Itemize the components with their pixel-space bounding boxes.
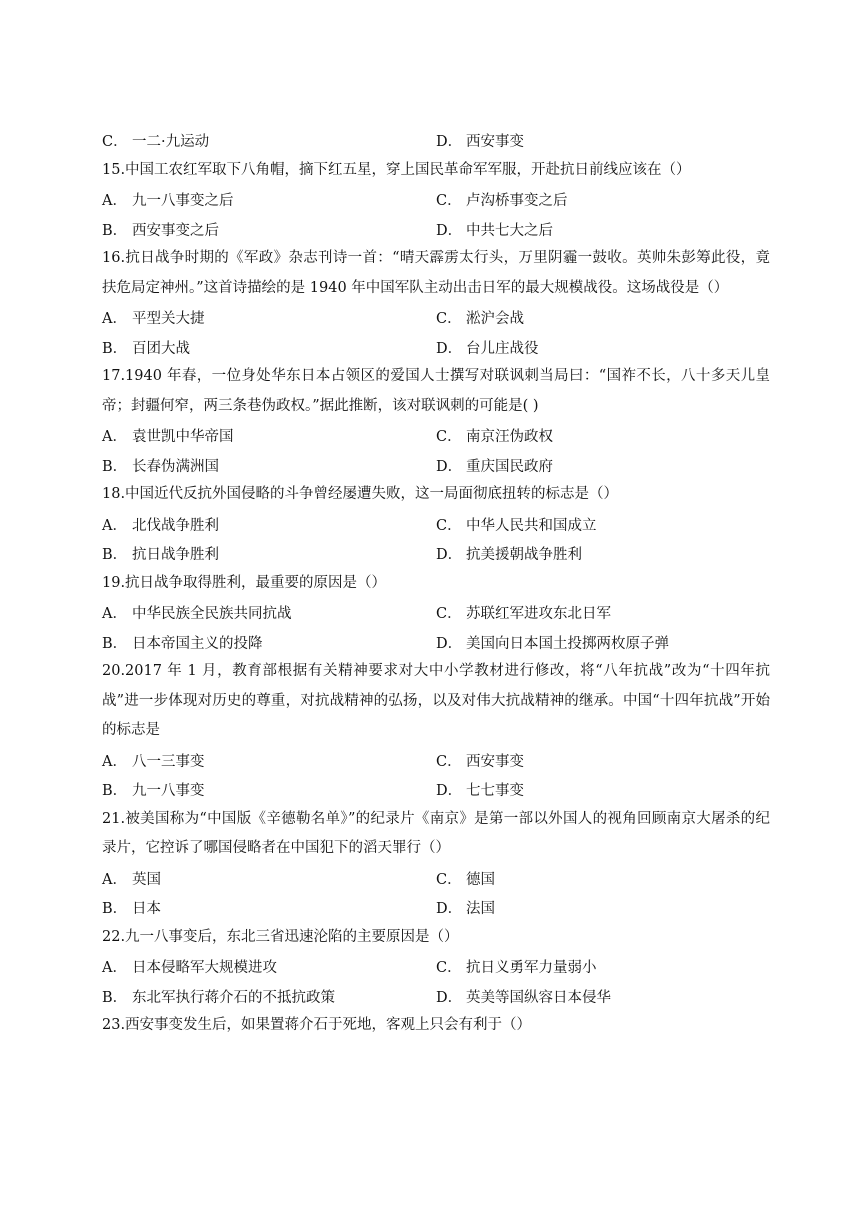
answer-option — [102, 986, 436, 1007]
option-letter: C． — [436, 429, 462, 446]
option-row — [102, 510, 770, 540]
option-text: 日本帝国主义的投降 — [132, 635, 263, 652]
option-letter: D． — [436, 783, 463, 800]
option-text: 七七事变 — [466, 783, 524, 800]
option-text: 平型关大捷 — [132, 311, 205, 328]
answer-option — [436, 779, 770, 800]
answer-option — [436, 868, 770, 889]
answer-option — [102, 543, 436, 564]
option-letter: C． — [102, 134, 128, 151]
question-q18 — [102, 480, 770, 569]
answer-option — [102, 455, 436, 476]
answer-option — [436, 219, 770, 240]
question-list — [102, 126, 770, 1041]
option-row — [102, 126, 770, 156]
answer-option — [436, 425, 770, 446]
answer-option — [436, 956, 770, 977]
option-letter: C． — [436, 871, 462, 888]
option-text: 美国向日本国土投掷两枚原子弹 — [466, 635, 669, 652]
option-text: 苏联红军进攻东北日军 — [466, 606, 611, 623]
question-q15 — [102, 156, 770, 245]
answer-option — [436, 750, 770, 771]
option-letter: D． — [436, 340, 463, 357]
question-q21 — [102, 805, 770, 923]
option-text: 德国 — [466, 871, 495, 888]
option-letter: A． — [102, 517, 127, 534]
answer-option — [436, 986, 770, 1007]
option-letter: B． — [102, 989, 128, 1006]
option-text: 日本 — [132, 901, 161, 918]
option-text: 西安事变之后 — [132, 222, 219, 239]
option-letter: C． — [436, 606, 462, 623]
question-stem: 19.抗日战争取得胜利，最重要的原因是（） — [102, 574, 387, 591]
answer-option — [436, 543, 770, 564]
option-text: 长春伪满洲国 — [132, 458, 219, 475]
option-text: 一二·九运动 — [132, 134, 210, 151]
option-row — [102, 185, 770, 215]
answer-option — [436, 189, 770, 210]
option-letter: C． — [436, 517, 462, 534]
answer-option — [436, 307, 770, 328]
option-letter: D． — [436, 222, 463, 239]
option-text: 九一八事变 — [132, 783, 205, 800]
answer-option — [102, 868, 436, 889]
answer-option — [102, 307, 436, 328]
option-text: 中共七大之后 — [466, 222, 553, 239]
option-text: 淞沪会战 — [466, 311, 524, 328]
option-letter: D． — [436, 901, 463, 918]
option-letter: A． — [102, 311, 127, 328]
option-letter: C． — [436, 193, 462, 210]
option-text: 中华人民共和国成立 — [466, 517, 597, 534]
option-text: 重庆国民政府 — [466, 458, 553, 475]
option-text: 法国 — [466, 901, 495, 918]
question-q20 — [102, 657, 770, 805]
option-letter: B． — [102, 222, 128, 239]
answer-option — [102, 130, 436, 151]
option-letter: A． — [102, 871, 127, 888]
option-text: 中华民族全民族共同抗战 — [132, 606, 292, 623]
question-stem: 22.九一八事变后，东北三省迅速沦陷的主要原因是（） — [102, 928, 459, 945]
option-letter: A． — [102, 429, 127, 446]
answer-option — [436, 514, 770, 535]
question-stem: 16.抗日战争时期的《军政》杂志刊诗一首：“晴天霹雳太行头，万里阴霾一鼓收。英帅朱彭筹此役，竟扶危局定神州。”这首诗描绘的是 1940 年中国军队主动出击日军的最大规模战役。这场战役是（） — [102, 250, 770, 296]
option-text: 英美等国纵容日本侵华 — [466, 989, 611, 1006]
option-letter: C． — [436, 753, 462, 770]
option-row — [102, 952, 770, 982]
option-text: 西安事变 — [466, 134, 524, 151]
option-letter: A． — [102, 193, 127, 210]
answer-option — [102, 632, 436, 653]
option-text: 西安事变 — [466, 753, 524, 770]
option-letter: A． — [102, 606, 127, 623]
question-stem: 17.1940 年春，一位身处华东日本占领区的爱国人士撰写对联讽刺当局曰：“国祚不长，八十多天儿皇帝；封疆何窄，两三条巷伪政权。”据此推断，该对联讽刺的可能是( ) — [102, 368, 770, 414]
option-text: 百团大战 — [132, 340, 190, 357]
answer-option — [102, 337, 436, 358]
answer-option — [102, 956, 436, 977]
option-letter: B． — [102, 901, 128, 918]
option-letter: B． — [102, 783, 128, 800]
answer-option — [436, 455, 770, 476]
answer-option — [436, 130, 770, 151]
question-q16 — [102, 244, 770, 362]
answer-option — [102, 425, 436, 446]
option-row — [102, 893, 770, 923]
option-letter: B． — [102, 458, 128, 475]
option-letter: C． — [436, 311, 462, 328]
answer-option — [102, 514, 436, 535]
option-row — [102, 303, 770, 333]
option-letter: A． — [102, 960, 127, 977]
answer-option — [436, 337, 770, 358]
option-text: 八一三事变 — [132, 753, 205, 770]
option-text: 九一八事变之后 — [132, 193, 234, 210]
option-row — [102, 539, 770, 569]
answer-option — [436, 602, 770, 623]
option-letter: B． — [102, 547, 128, 564]
option-letter: D． — [436, 989, 463, 1006]
question-stem: 23.西安事变发生后，如果置蒋介石于死地，客观上只会有利于（） — [102, 1017, 532, 1033]
question-q22 — [102, 923, 770, 1012]
option-letter: A． — [102, 753, 127, 770]
option-text: 南京汪伪政权 — [466, 429, 553, 446]
answer-option — [436, 897, 770, 918]
answer-option — [102, 602, 436, 623]
question-q19 — [102, 569, 770, 658]
answer-option — [102, 750, 436, 771]
option-row — [102, 746, 770, 776]
option-row — [102, 628, 770, 658]
option-letter: B． — [102, 340, 128, 357]
option-row — [102, 775, 770, 805]
option-letter: D． — [436, 458, 463, 475]
answer-option — [102, 219, 436, 240]
option-letter: D． — [436, 134, 463, 151]
option-text: 日本侵略军大规模进攻 — [132, 960, 277, 977]
option-letter: C． — [436, 960, 462, 977]
option-text: 台儿庄战役 — [466, 340, 539, 357]
question-stem: 20.2017 年 1 月，教育部根据有关精神要求对大中小学教材进行修改，将“八年抗战”改为“十四年抗战”进一步体现对历史的尊重，对抗战精神的弘扬，以及对伟大抗战精神的继承。中国“十四年抗战”开始的标志是 — [102, 663, 770, 738]
option-text: 抗日战争胜利 — [132, 547, 219, 564]
option-text: 卢沟桥事变之后 — [466, 193, 568, 210]
question-stem: 15.中国工农红军取下八角帽，摘下红五星，穿上国民革命军军服，开赴抗日前线应该在（） — [102, 161, 691, 178]
option-row — [102, 421, 770, 451]
answer-option — [102, 189, 436, 210]
option-letter: D． — [436, 635, 463, 652]
answer-option — [102, 897, 436, 918]
option-row — [102, 333, 770, 363]
option-text: 袁世凯中华帝国 — [132, 429, 234, 446]
question-stem: 18.中国近代反抗外国侵略的斗争曾经屡遭失败，这一局面彻底扭转的标志是（） — [102, 486, 619, 502]
answer-option — [436, 632, 770, 653]
option-text: 抗美援朝战争胜利 — [466, 547, 582, 564]
option-letter: B． — [102, 635, 128, 652]
answer-option — [102, 779, 436, 800]
option-text: 抗日义勇军力量弱小 — [466, 960, 597, 977]
question-stem: 21.被美国称为“中国版《辛德勒名单》”的纪录片《南京》是第一部以外国人的视角回顾南京大屠杀的纪录片，它控诉了哪国侵略者在中国犯下的滔天罪行（） — [102, 810, 770, 856]
option-text: 北伐战争胜利 — [132, 517, 219, 534]
option-row — [102, 982, 770, 1012]
option-text: 东北军执行蒋介石的不抵抗政策 — [132, 989, 335, 1006]
question-q23 — [102, 1011, 770, 1041]
option-text: 英国 — [132, 871, 161, 888]
question-q17 — [102, 362, 770, 480]
option-letter: D． — [436, 547, 463, 564]
option-row — [102, 215, 770, 245]
option-row — [102, 598, 770, 628]
option-row — [102, 864, 770, 894]
question-q14 — [102, 126, 770, 156]
option-row — [102, 451, 770, 481]
